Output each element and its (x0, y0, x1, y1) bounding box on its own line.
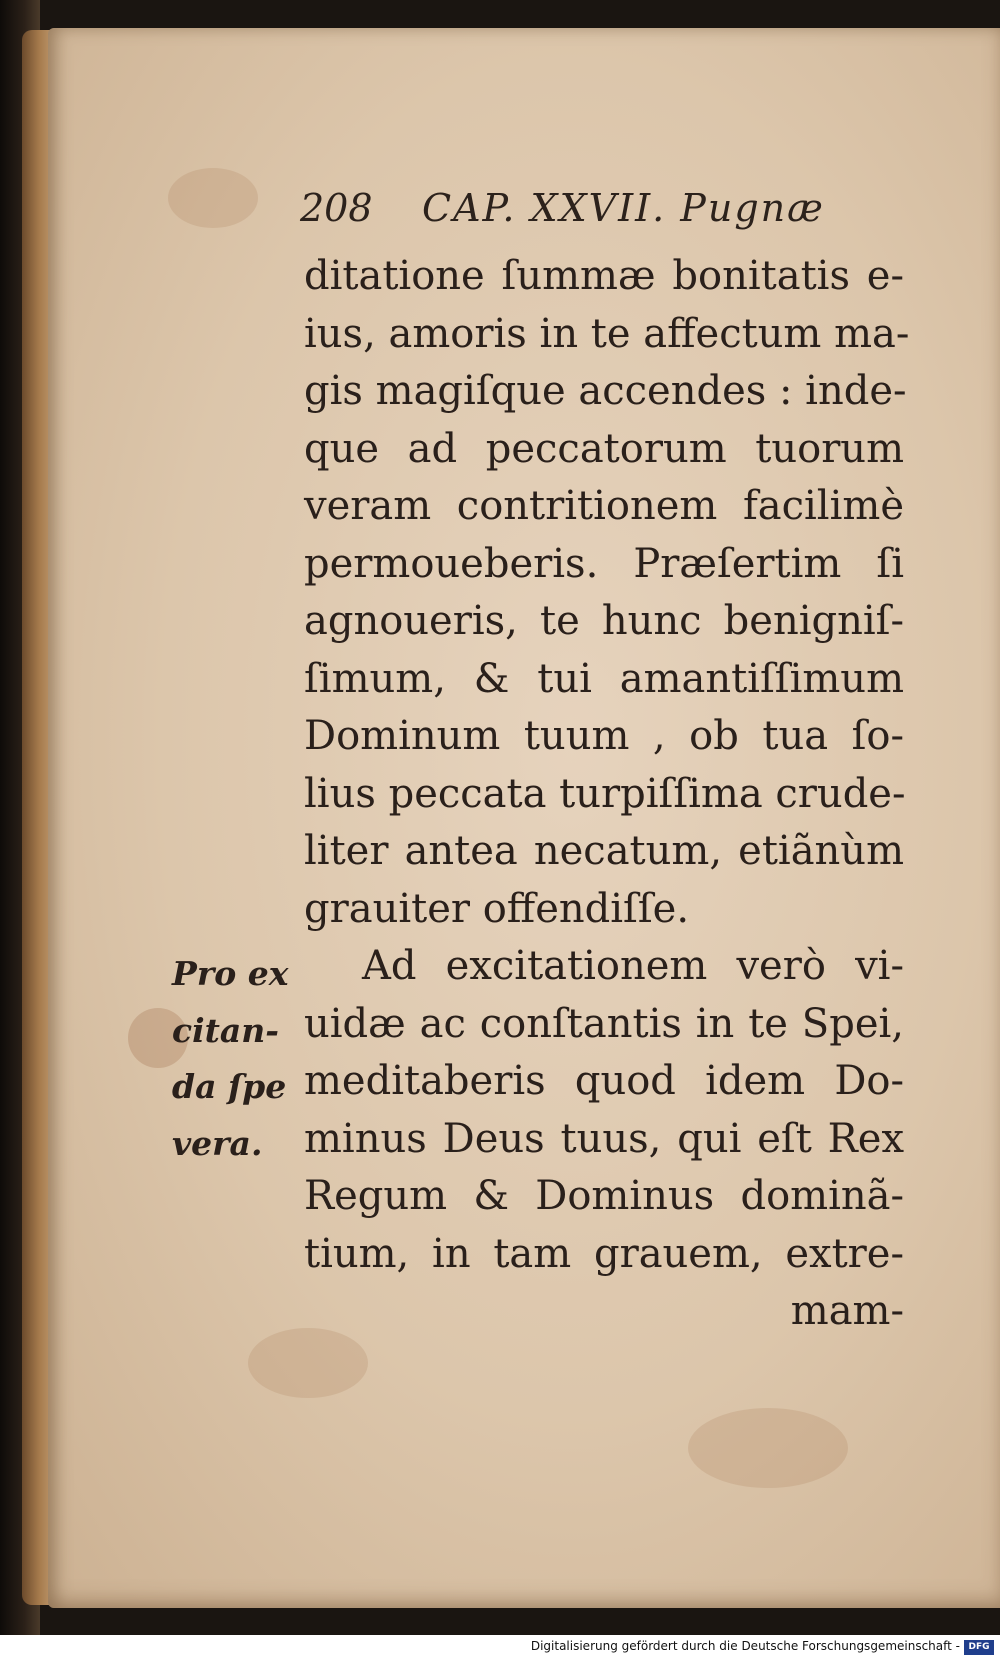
text-line: ſimum, & tui amantiſſimum (304, 655, 904, 702)
running-header (300, 186, 860, 240)
text-line: minus Deus tuus, qui eſt Rex (304, 1115, 904, 1162)
page-number: 208 (300, 186, 373, 230)
text-line: permoueberis. Præſertim ſi (304, 540, 904, 587)
funding-credit: Digitalisierung gefördert durch die Deutsche Forschungsgemeinschaft - (530, 1639, 960, 1653)
margin-note-line: citan- (172, 1010, 279, 1050)
text-line: ditatione ſummæ bonitatis e- (304, 253, 904, 299)
paper-stain (688, 1408, 848, 1488)
text-line: grauiter offendiſſe. (304, 885, 690, 932)
text-line: agnoueris, te hunc benigniſ- (304, 598, 904, 644)
text-line: meditaberis quod idem Do- (304, 1058, 904, 1104)
margin-note-line: Pro ex (172, 954, 289, 993)
paper-stain (168, 168, 258, 228)
text-line: que ad peccatorum tuorum (304, 425, 904, 472)
body-text (304, 248, 910, 1341)
text-line: veram contritionem facilimè (304, 483, 904, 529)
footer-bar (0, 1635, 1000, 1661)
text-line: uidæ ac conſtantis in te Spei, (304, 1000, 904, 1047)
text-line: liter antea necatum, etiãnùm (304, 828, 904, 874)
text-line: lius peccata turpiſſima crude- (304, 770, 906, 817)
text-line: tium, in tam grauem, extre- (304, 1230, 904, 1277)
text-line: Ad excitationem verò vi- (362, 943, 904, 989)
dfg-logo: DFG (964, 1640, 994, 1655)
margin-note (172, 946, 302, 1172)
text-line: Dominum tuum , ob tua ſo- (304, 713, 904, 759)
text-line: Regum & Dominus dominã- (304, 1173, 904, 1219)
running-head: CAP. XXVII. Pugnæ (422, 186, 825, 230)
margin-note-line: da ſpe (172, 1067, 287, 1106)
margin-note-line: vera. (172, 1123, 263, 1163)
text-line: ius, amoris in te affectum ma- (304, 310, 910, 357)
text-line: gis magiſque accendes : inde- (304, 368, 907, 414)
catchword: mam- (790, 1288, 904, 1334)
